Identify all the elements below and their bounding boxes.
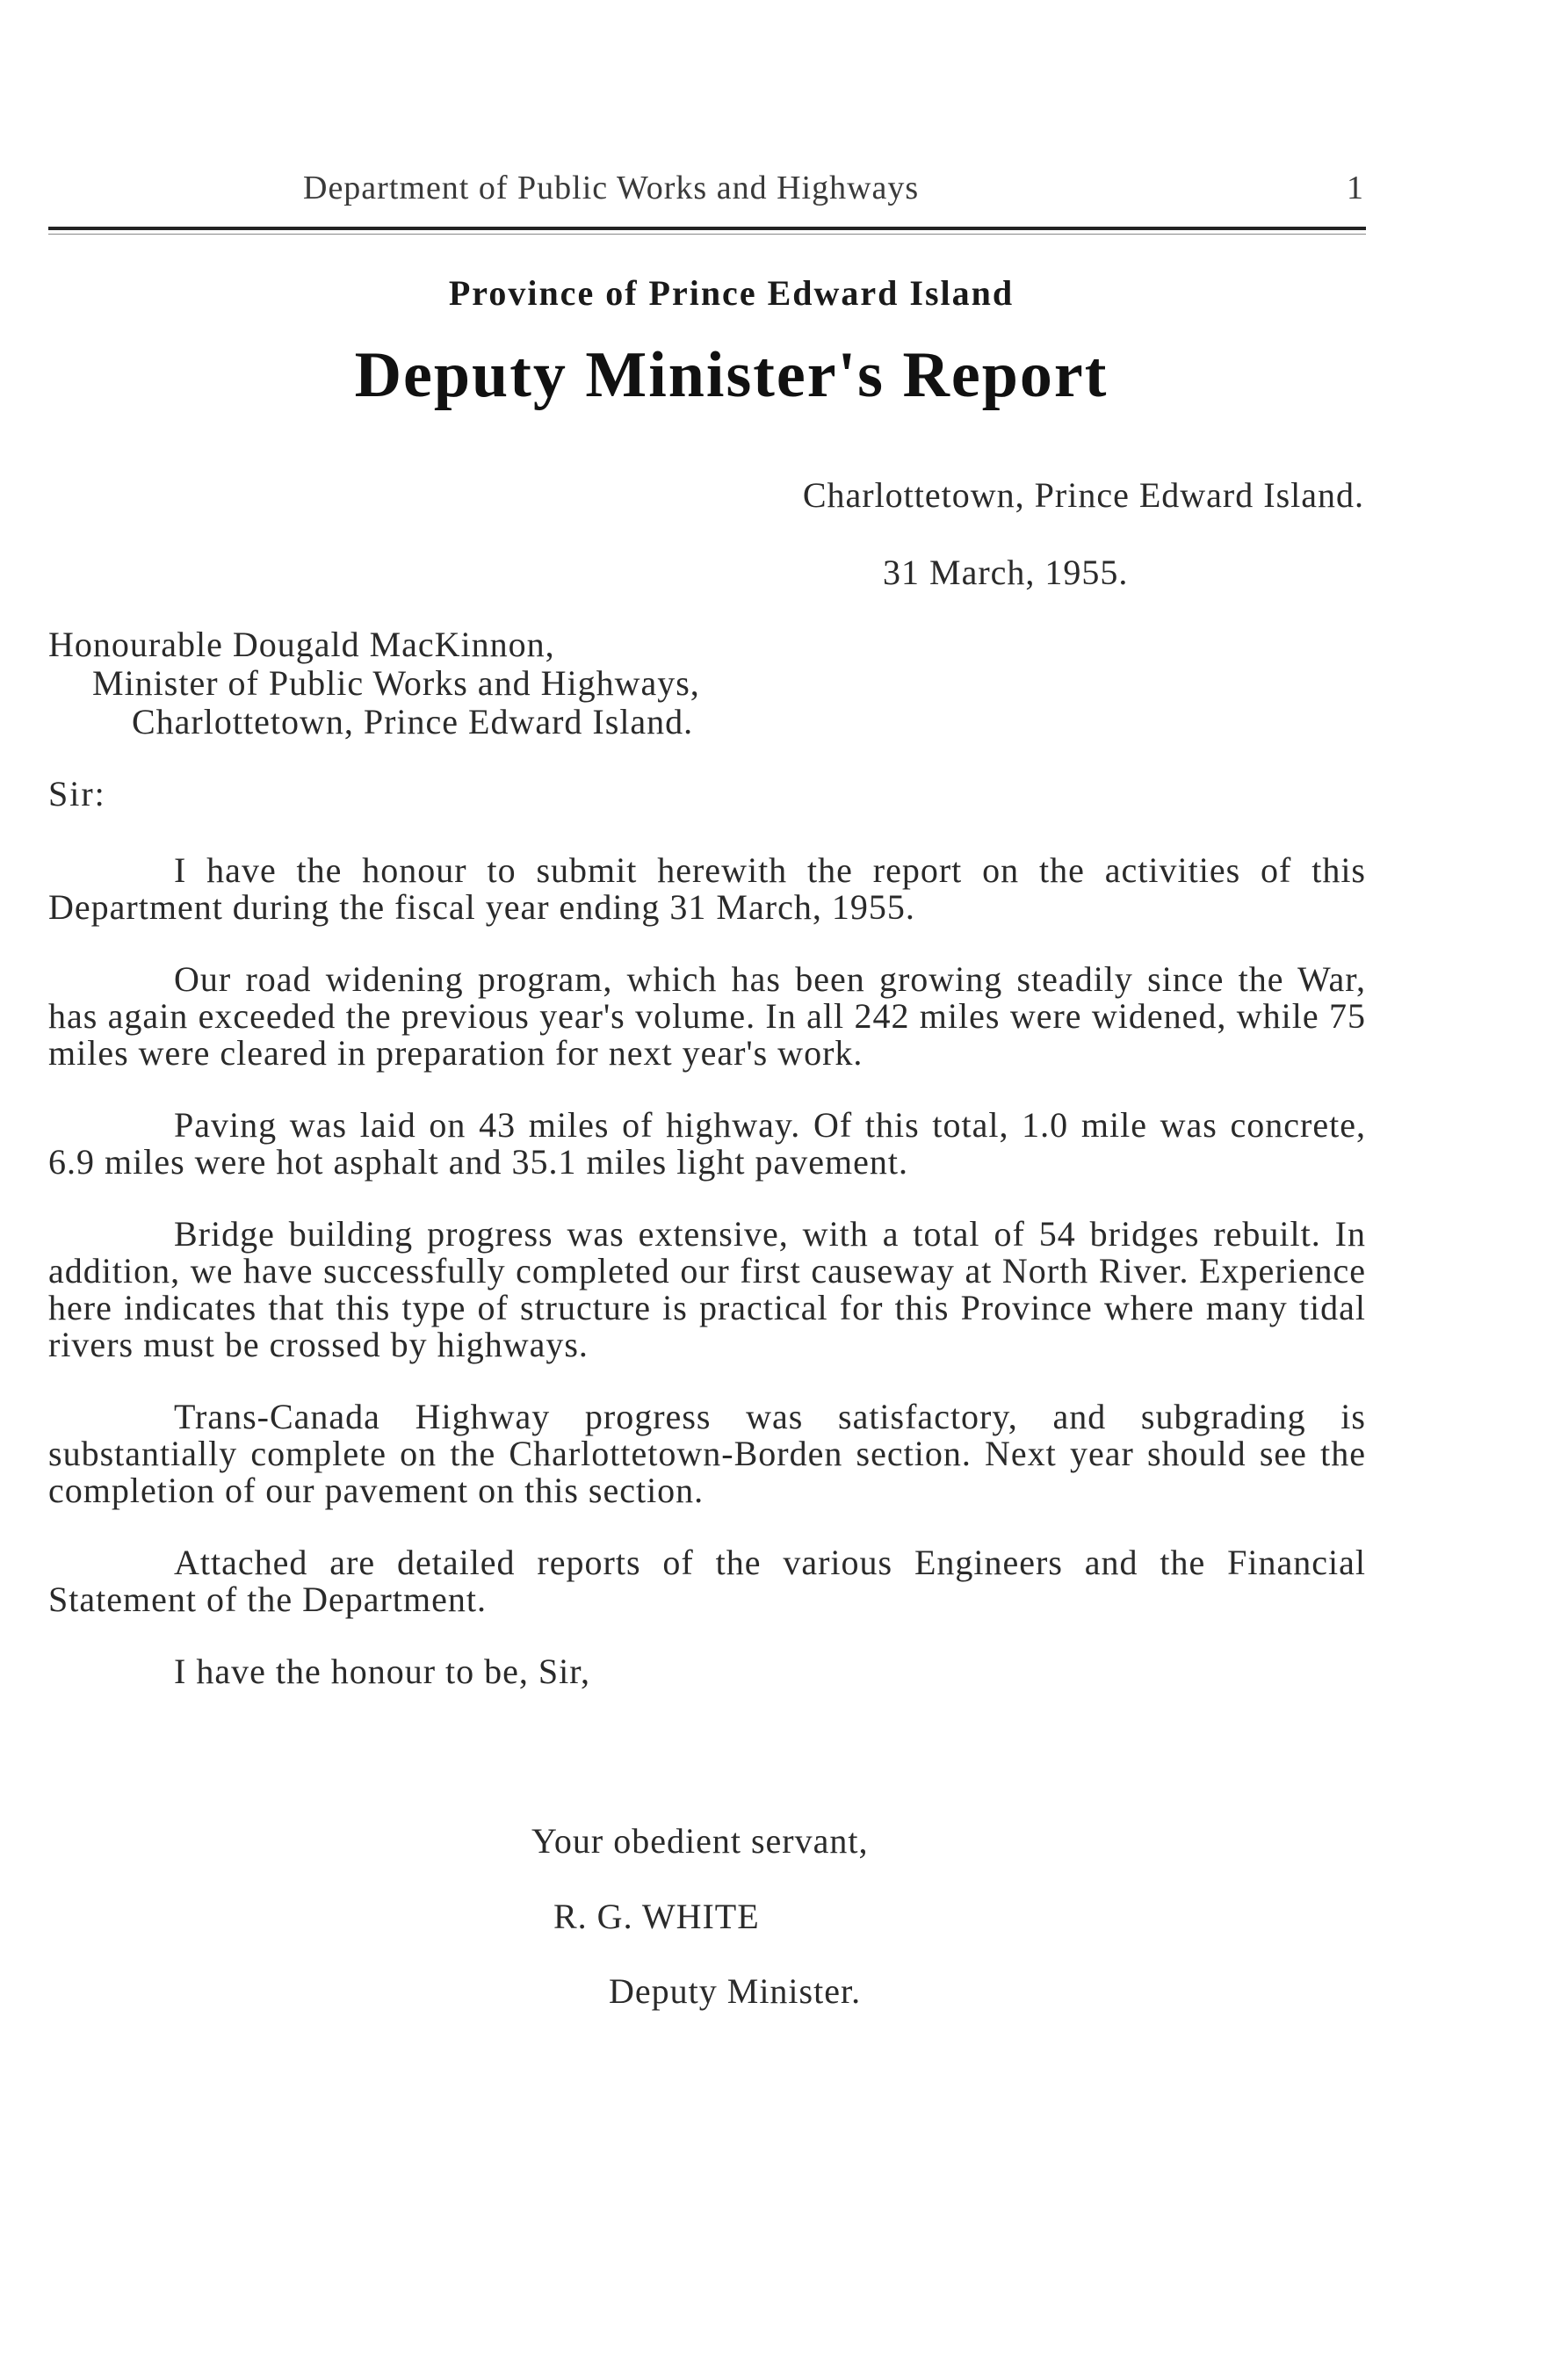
province-heading: Province of Prince Edward Island	[448, 273, 1015, 313]
header-rule-thin	[48, 234, 1366, 235]
closing-line: I have the honour to be, Sir,	[174, 1652, 590, 1691]
signatory-name: R. G. WHITE	[553, 1897, 760, 1936]
paragraph: I have the honour to submit herewith the report on the activities of this Department during the fiscal year ending 31 March, 1955.	[48, 850, 1366, 927]
paragraph: Bridge building progress was extensive, with a total of 54 bridges rebuilt. In addition, we have successfully completed our first causeway at North River. Experience here indicates that this type of structure is practical for this Province where many tidal rivers must be crossed by highways.	[48, 1214, 1366, 1364]
paragraph: Paving was laid on 43 miles of highway. Of this total, 1.0 mile was concrete, 6.9 miles were hot asphalt and 35.1 miles light pavement.	[48, 1105, 1366, 1182]
signatory-role: Deputy Minister.	[609, 1971, 862, 2011]
paragraph: Trans-Canada Highway progress was satisfactory, and subgrading is substantially complete on the Charlottetown-Borden section. Next year should see the completion of our pavement on this section.	[48, 1397, 1366, 1510]
letter-body	[48, 852, 1366, 1725]
dateline-date: 31 March, 1955.	[883, 553, 1129, 592]
paragraph: Our road widening program, which has been growing steadily since the War, has again exceeded the previous year's volume. In all 242 miles were widened, while 75 miles were cleared in preparation for next year's work.	[48, 959, 1366, 1073]
addressee-name: Honourable Dougald MacKinnon,	[48, 625, 555, 664]
addressee-location: Charlottetown, Prince Edward Island.	[132, 702, 694, 741]
addressee-block	[48, 625, 700, 741]
addressee-title: Minister of Public Works and Highways,	[92, 663, 700, 703]
running-head: Department of Public Works and Highways	[303, 170, 920, 206]
header-rule	[48, 227, 1366, 230]
dateline-place: Charlottetown, Prince Edward Island.	[802, 475, 1364, 515]
salutation: Sir:	[48, 774, 106, 813]
page-number: 1	[1347, 170, 1363, 206]
valediction: Your obedient servant,	[531, 1821, 869, 1861]
paragraph: Attached are detailed reports of the various Engineers and the Financial Statement of the Department.	[48, 1543, 1366, 1619]
report-title: Deputy Minister's Report	[354, 339, 1109, 411]
